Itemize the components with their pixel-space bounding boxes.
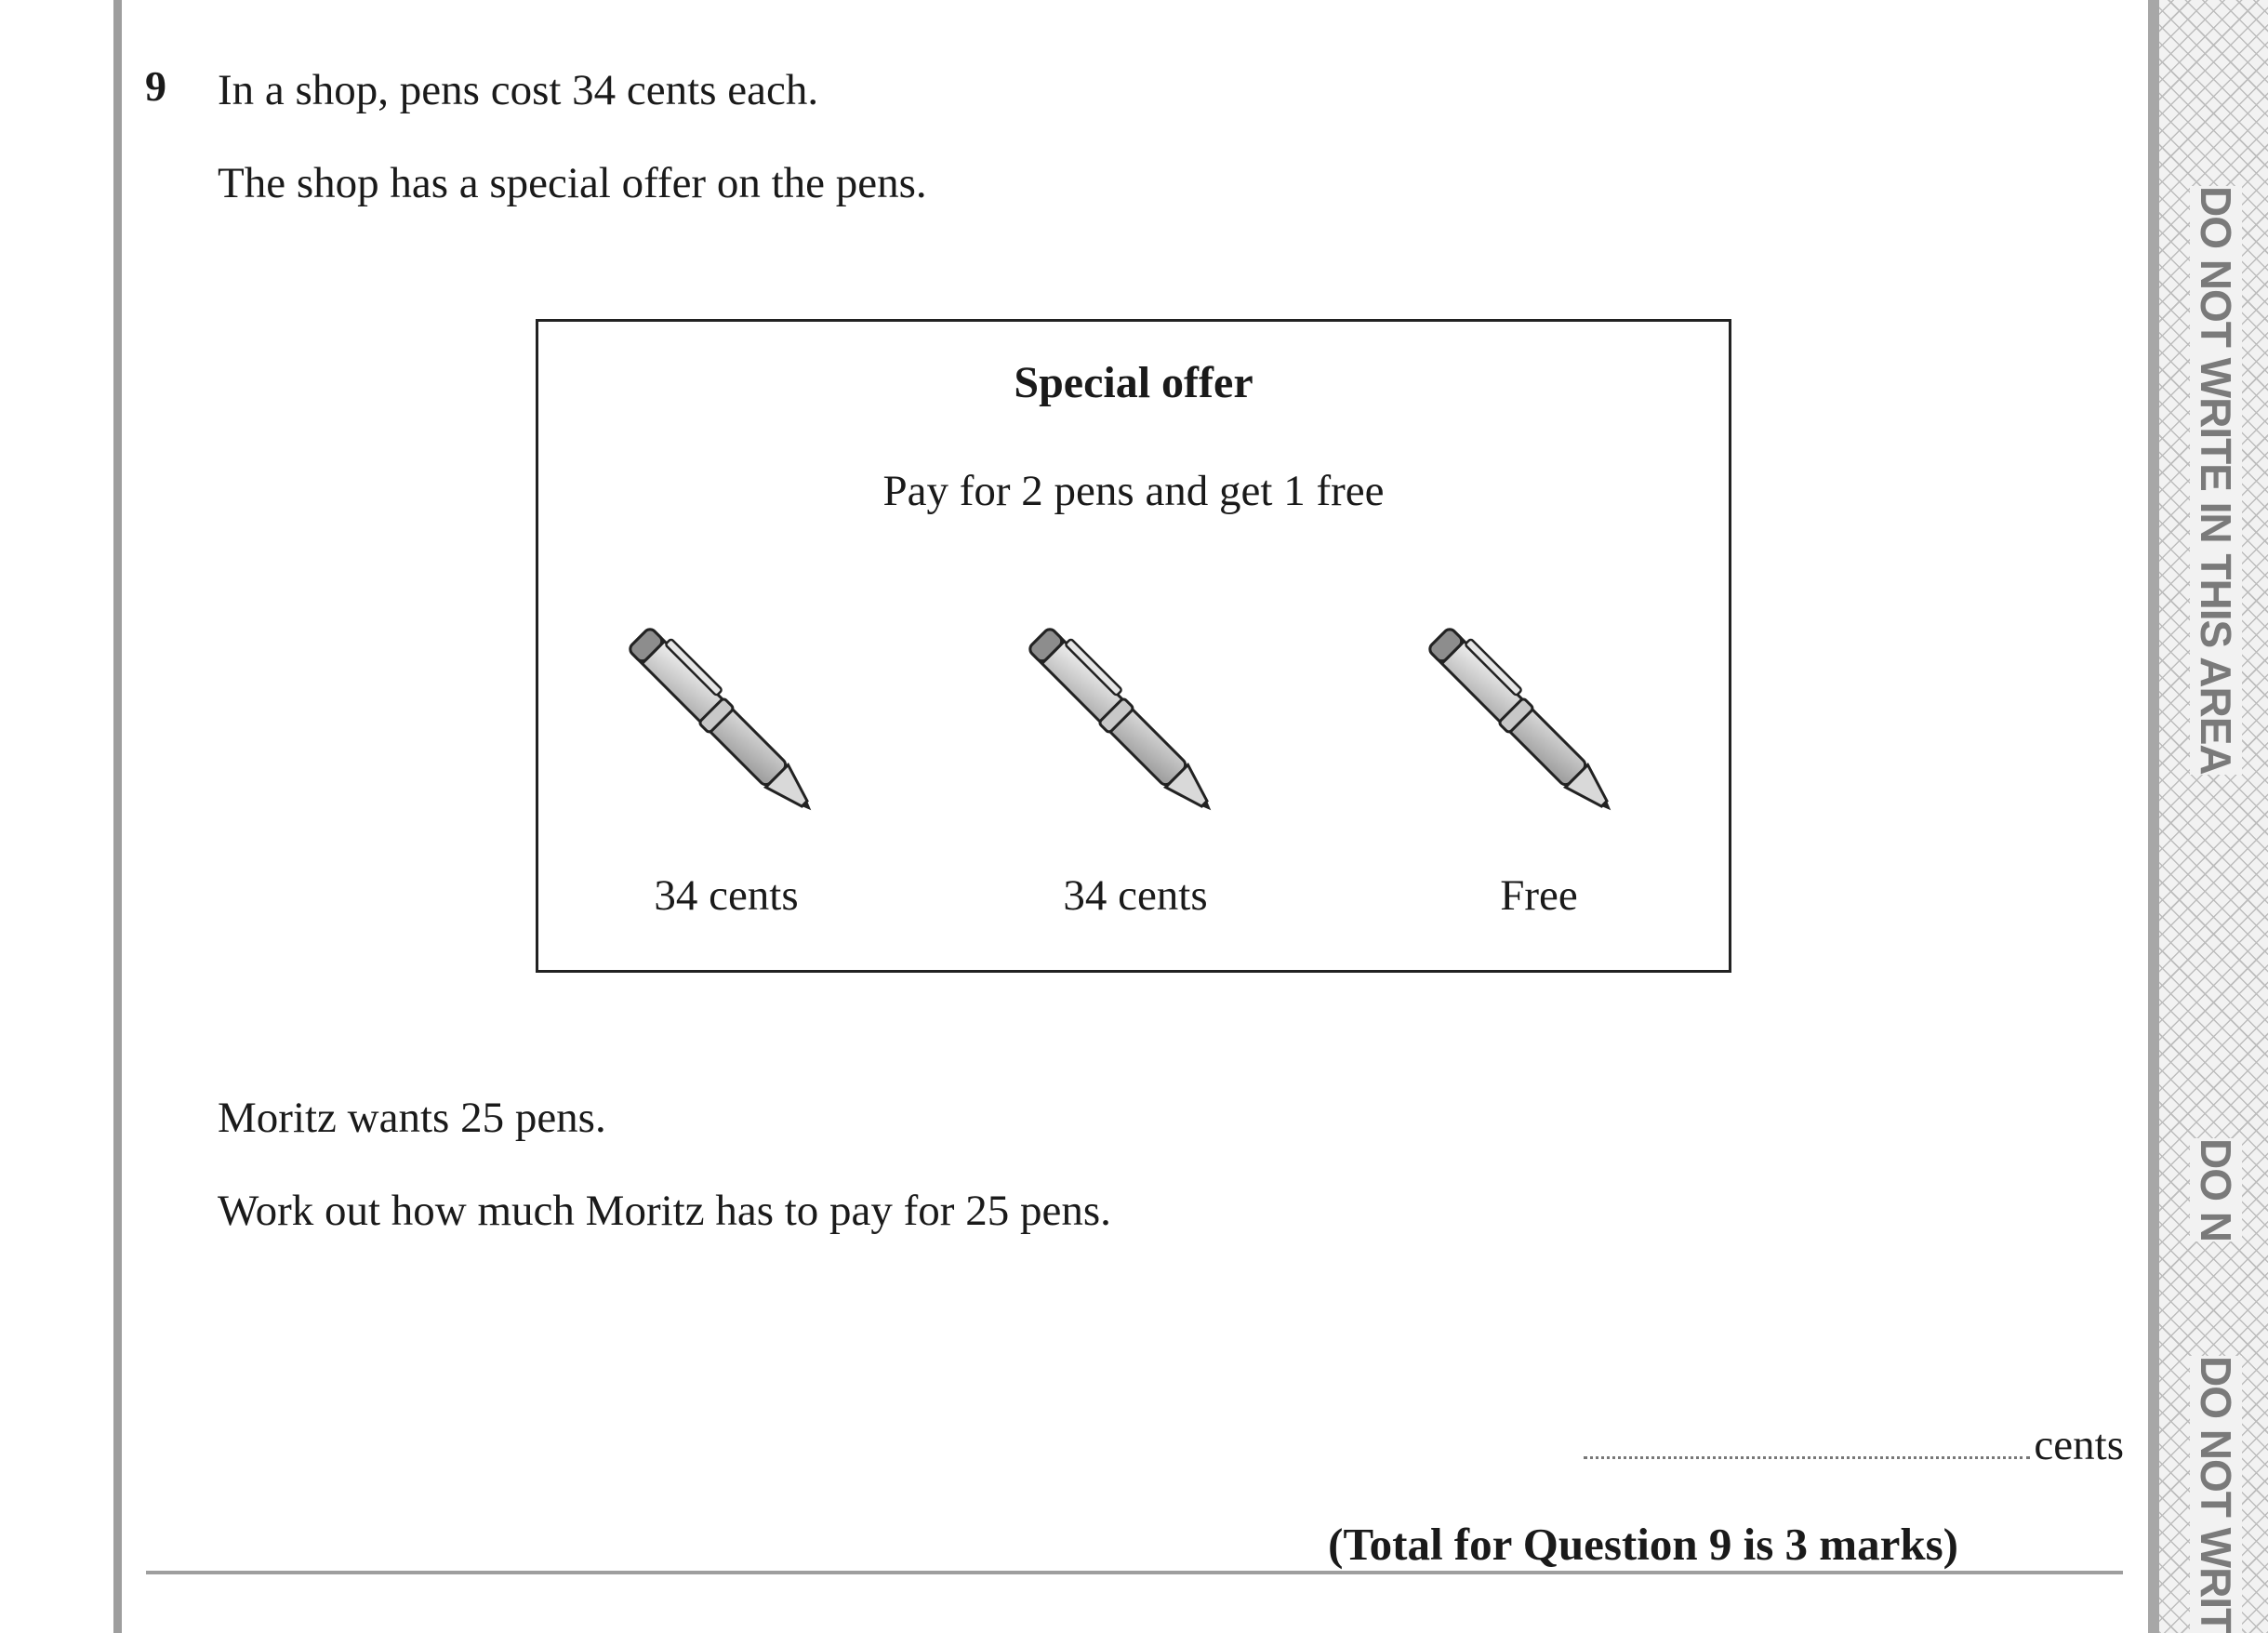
question-total-marks: (Total for Question 9 is 3 marks): [1328, 1519, 1958, 1570]
offer-description: Pay for 2 pens and get 1 free: [882, 467, 1385, 515]
question-line-1: In a shop, pens cost 34 cents each.: [218, 66, 819, 114]
offer-title: Special offer: [1014, 358, 1253, 407]
answer-line[interactable]: [1584, 1420, 2124, 1470]
question-line-4: Work out how much Moritz has to pay for 25 pens.: [218, 1187, 1111, 1235]
left-margin-rule: [113, 0, 122, 1633]
answer-dotted-line[interactable]: [1584, 1427, 2030, 1459]
pen-free-label: Free: [1500, 871, 1578, 920]
margin-warning-text: DO NOT WRIT: [2192, 1356, 2240, 1633]
special-offer-box: [536, 319, 1731, 973]
pen-price-label: 34 cents: [654, 871, 799, 920]
question-line-3: Moritz wants 25 pens.: [218, 1094, 606, 1142]
pen-icon: [1020, 619, 1262, 861]
question-line-2: The shop has a special offer on the pens.: [218, 159, 927, 207]
pen-icon: [620, 619, 862, 861]
margin-warning-text: DO N: [2192, 1138, 2240, 1241]
margin-rule: [2148, 0, 2159, 1633]
pen-icon: [1420, 619, 1662, 861]
margin-warning-text: DO NOT WRITE IN THIS AREA: [2192, 186, 2240, 775]
pen-price-label: 34 cents: [1063, 871, 1208, 920]
bottom-rule: [146, 1571, 2123, 1574]
question-number: 9: [145, 62, 166, 110]
answer-unit: cents: [2034, 1421, 2124, 1469]
